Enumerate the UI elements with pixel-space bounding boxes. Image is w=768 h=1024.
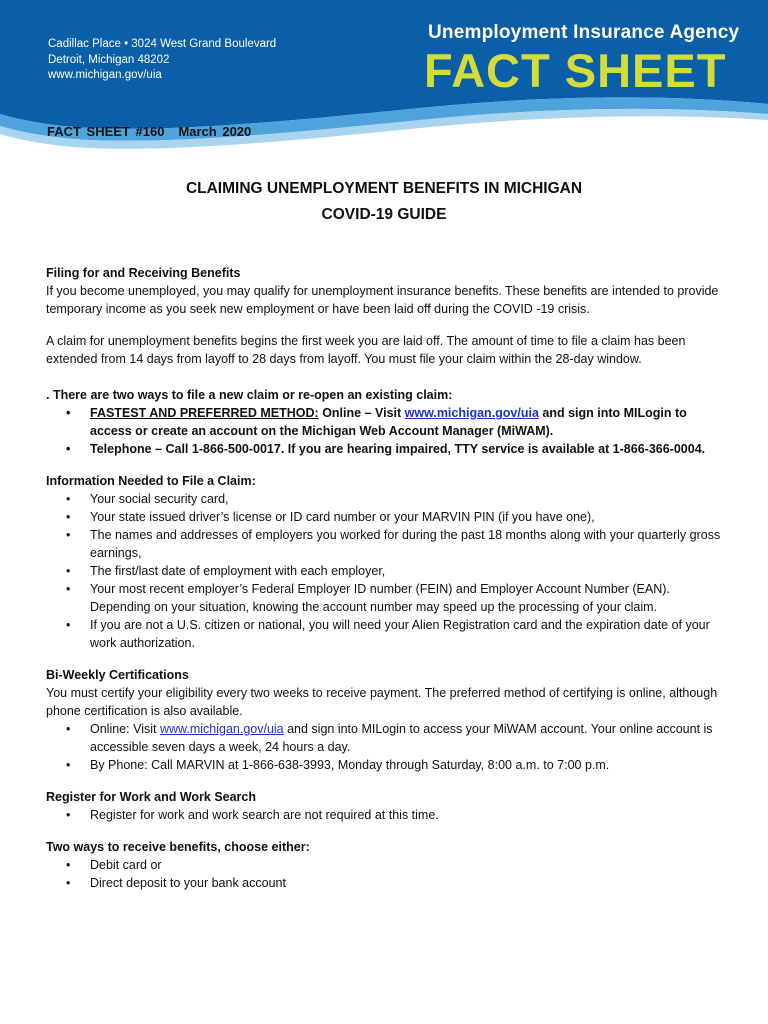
document-subtitle: COVID-19 GUIDE bbox=[321, 206, 447, 223]
website-link[interactable]: www.michigan.gov/uia bbox=[48, 69, 162, 81]
list-item: • Your state issued driver’s license or ID card number or your MARVIN PIN (if you have one), bbox=[66, 510, 595, 524]
list-item: • By Phone: Call MARVIN at 1-866-638-3993, Monday through Saturday, 8:00 a.m. to 7:00 p.m. bbox=[66, 758, 610, 772]
section-heading-filing: Filing for and Receiving Benefits bbox=[46, 266, 241, 280]
issue-line bbox=[47, 124, 251, 139]
fact-sheet-logo: FACT SHEET bbox=[424, 44, 727, 97]
bullet-icon: • bbox=[66, 858, 71, 872]
header-banner bbox=[0, 0, 768, 170]
document-body bbox=[46, 264, 726, 892]
agency-name: Unemployment Insurance Agency bbox=[428, 22, 740, 43]
agency-address: Cadillac Place • 3024 West Grand Boulevard Detroit, Michigan 48202 www.michigan.gov/uia bbox=[48, 37, 276, 84]
list-item: • The names and addresses of employers you worked for during the past 18 months along with your quarterly gross earnings, bbox=[66, 528, 721, 560]
list-item: • If you are not a U.S. citizen or national, you will need your Alien Registration card and the expiration date of your work authorization. bbox=[66, 618, 710, 650]
bullet-icon: • bbox=[66, 492, 71, 506]
fact-sheet-number: FACT SHEET #160 bbox=[47, 124, 165, 139]
list-item: • Telephone – Call 1-866-500-0017. If you are hearing impaired, TTY service is available at 1-866-366-0004. bbox=[66, 442, 706, 456]
bullet-icon: • bbox=[66, 876, 71, 890]
bullet-icon: • bbox=[66, 808, 71, 822]
list-item: • Your most recent employer’s Federal Employer ID number (FEIN) and Employer Account Number (EAN). Depending on your situation, knowing the account number may speed up the processing of your claim. bbox=[66, 582, 670, 614]
section-heading-biweekly: Bi-Weekly Certifications bbox=[46, 668, 189, 682]
section-heading-two-ways: . There are two ways to file a new claim or re-open an existing claim: bbox=[46, 388, 453, 402]
bullet-icon: • bbox=[66, 582, 71, 596]
biweekly-paragraph: You must certify your eligibility every two weeks to receive payment. The preferred method of certifying is online, although phone certification is also available. bbox=[46, 686, 718, 718]
issue-date: March 2020 bbox=[178, 124, 252, 139]
register-list bbox=[46, 806, 726, 824]
list-item: • The first/last date of employment with each employer, bbox=[66, 564, 386, 578]
bullet-icon: • bbox=[66, 564, 71, 578]
uia-website-link[interactable]: www.michigan.gov/uia bbox=[404, 406, 539, 420]
list-item: • Debit card or bbox=[66, 858, 162, 872]
bullet-icon: • bbox=[66, 406, 71, 420]
certification-list bbox=[46, 720, 726, 774]
filing-paragraph-2: A claim for unemployment benefits begins the first week you are laid off. The amount of time to file a claim has been extended from 14 days from layoff to 28 days from layoff. You must file your claim within the 28-day window. bbox=[46, 334, 686, 366]
filing-paragraph-1: If you become unemployed, you may qualify for unemployment insurance benefits. These benefits are intended to provide temporary income as you seek new employment or have been laid off during the COVID -19 crisis. bbox=[46, 284, 719, 316]
file-claim-list bbox=[46, 404, 726, 458]
bullet-icon: • bbox=[66, 510, 71, 524]
uia-website-link[interactable]: www.michigan.gov/uia bbox=[159, 722, 284, 736]
info-needed-list bbox=[46, 490, 726, 652]
list-item: • Register for work and work search are not required at this time. bbox=[66, 808, 439, 822]
bullet-icon: • bbox=[66, 618, 71, 632]
list-item: • Online: Visit www.michigan.gov/uia and sign into MILogin to access your MiWAM account. Your online account is accessible seven days a week, 24 hours a day. bbox=[66, 722, 713, 754]
bullet-icon: • bbox=[66, 528, 71, 542]
list-item: • Your social security card, bbox=[66, 492, 229, 506]
bullet-icon: • bbox=[66, 722, 71, 736]
section-heading-info-needed: Information Needed to File a Claim: bbox=[46, 474, 256, 488]
receive-benefits-list bbox=[46, 856, 726, 892]
section-heading-register: Register for Work and Work Search bbox=[46, 790, 257, 804]
bullet-icon: • bbox=[66, 442, 71, 456]
bullet-icon: • bbox=[66, 758, 71, 772]
document-title: CLAIMING UNEMPLOYMENT BENEFITS IN MICHIGAN bbox=[185, 180, 583, 197]
list-item: • Direct deposit to your bank account bbox=[66, 876, 286, 890]
list-item: • FASTEST AND PREFERRED METHOD: Online – Visit www.michigan.gov/uia and sign into MILogin to access or create an account on the Michigan Web Account Manager (MiWAM). bbox=[66, 406, 687, 438]
section-heading-receive: Two ways to receive benefits, choose either: bbox=[46, 840, 310, 854]
